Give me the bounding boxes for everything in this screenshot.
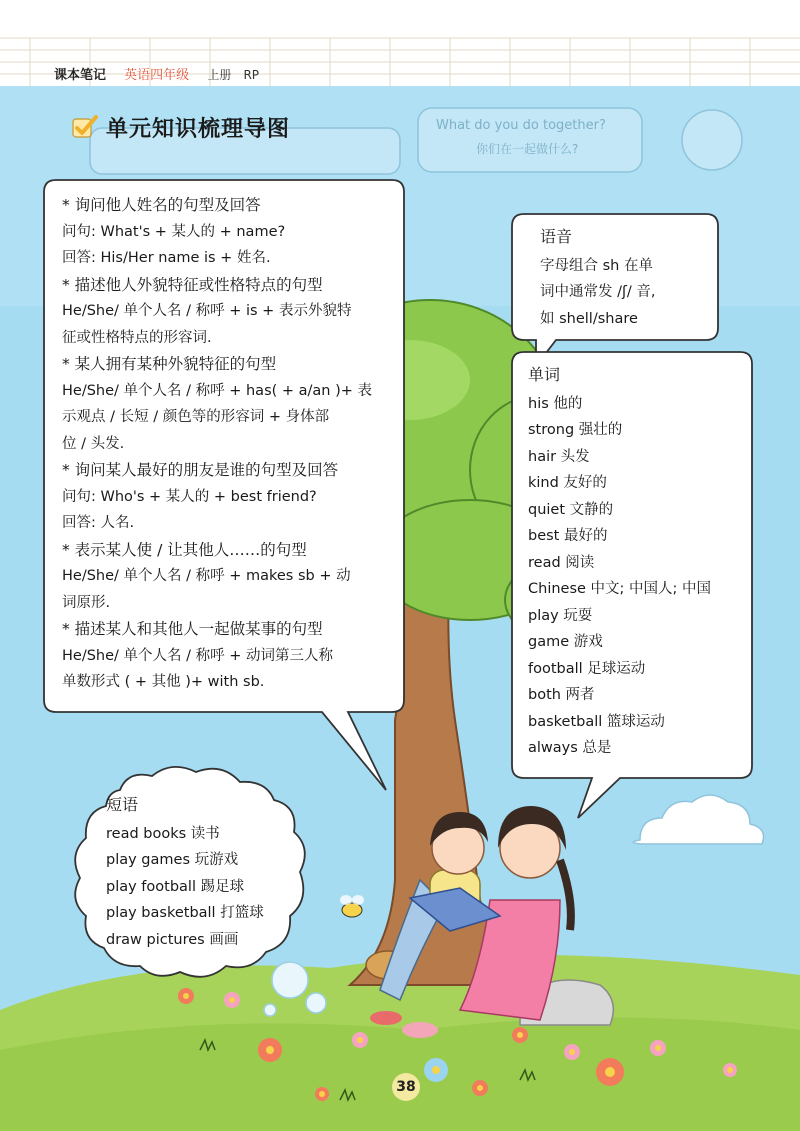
- bg-text-1: What do you do together?: [436, 118, 606, 133]
- phonics-box: [540, 224, 710, 332]
- word-item: Chinese 中文; 中国人; 中国: [528, 581, 712, 597]
- grammar-line: He/She/ 单个人名 / 称呼 + has( + a/an )+ 表: [62, 382, 373, 399]
- grammar-line: 词原形.: [62, 594, 111, 611]
- word-item: hair 头发: [528, 448, 590, 465]
- word-item: football 足球运动: [528, 660, 646, 677]
- phonics-title: 语音: [540, 227, 573, 246]
- phrase-item: draw pictures 画画: [106, 931, 239, 948]
- word-item: always 总是: [528, 740, 612, 756]
- bg-text-2: 你们在一起做什么?: [476, 142, 579, 156]
- word-item: kind 友好的: [528, 475, 607, 491]
- section-title: 单元知识梳理导图: [106, 116, 291, 142]
- grammar-heading: * 询问某人最好的朋友是谁的句型及回答: [62, 461, 339, 479]
- words-box: [528, 362, 748, 762]
- grammar-heading: * 某人拥有某种外貌特征的句型: [62, 355, 277, 373]
- grammar-heading: * 描述他人外貌特征或性格特点的句型: [62, 275, 323, 294]
- phrase-item: play basketball 打篮球: [106, 905, 264, 921]
- phonics-line: 字母组合 sh 在单: [540, 257, 653, 274]
- grammar-line: 单数形式 ( + 其他 )+ with sb.: [62, 674, 265, 690]
- section-title-wrap: [72, 109, 290, 145]
- grammar-heading: * 表示某人使 / 让其他人……的句型: [62, 540, 307, 559]
- checkmark-icon: [72, 115, 98, 139]
- book-label: 课本笔记: [54, 68, 107, 83]
- grammar-line: 回答: 人名.: [62, 515, 135, 531]
- edition-label: RP: [243, 68, 260, 82]
- grammar-line: 征或性格特点的形容词.: [62, 329, 212, 346]
- grammar-heading: * 描述某人和其他人一起做某事的句型: [62, 620, 323, 638]
- word-item: basketball 篮球运动: [528, 713, 665, 730]
- word-item: game 游戏: [528, 634, 603, 650]
- grammar-heading: * 询问他人姓名的句型及回答: [62, 196, 261, 214]
- header-bar: [54, 64, 273, 83]
- word-item: his 他的: [528, 395, 583, 412]
- word-item: both 两者: [528, 687, 595, 703]
- word-item: quiet 文静的: [528, 501, 614, 518]
- phonics-line: 词中通常发 /ʃ/ 音,: [540, 284, 656, 300]
- grammar-line: He/She/ 单个人名 / 称呼 + makes sb + 动: [62, 568, 351, 584]
- grammar-list: [62, 192, 392, 696]
- phrases-box: [106, 792, 296, 953]
- word-item: read 阅读: [528, 554, 595, 571]
- grammar-line: 问句: What's + 某人的 + name?: [62, 223, 286, 240]
- grammar-line: 示观点 / 长短 / 颜色等的形容词 + 身体部: [62, 409, 330, 425]
- grammar-line: He/She/ 单个人名 / 称呼 + is + 表示外貌特: [62, 303, 352, 319]
- volume-label: 上册: [207, 68, 232, 82]
- grammar-line: 位 / 头发.: [62, 435, 125, 452]
- grammar-line: 回答: His/Her name is + 姓名.: [62, 250, 271, 266]
- grammar-line: He/She/ 单个人名 / 称呼 + 动词第三人称: [62, 647, 333, 664]
- word-item: strong 强壮的: [528, 422, 623, 438]
- words-title: 单词: [528, 365, 561, 384]
- phrase-item: play games 玩游戏: [106, 852, 239, 868]
- grammar-line: 问句: Who's + 某人的 + best friend?: [62, 488, 317, 505]
- word-item: best 最好的: [528, 528, 608, 544]
- phrase-item: play football 踢足球: [106, 878, 245, 895]
- word-item: play 玩耍: [528, 607, 593, 624]
- phonics-line: 如 shell/share: [540, 310, 638, 327]
- phrase-item: read books 读书: [106, 825, 220, 842]
- page-number: 38: [392, 1073, 420, 1101]
- phrases-title: 短语: [106, 795, 139, 814]
- subject-label: 英语四年级: [124, 68, 190, 83]
